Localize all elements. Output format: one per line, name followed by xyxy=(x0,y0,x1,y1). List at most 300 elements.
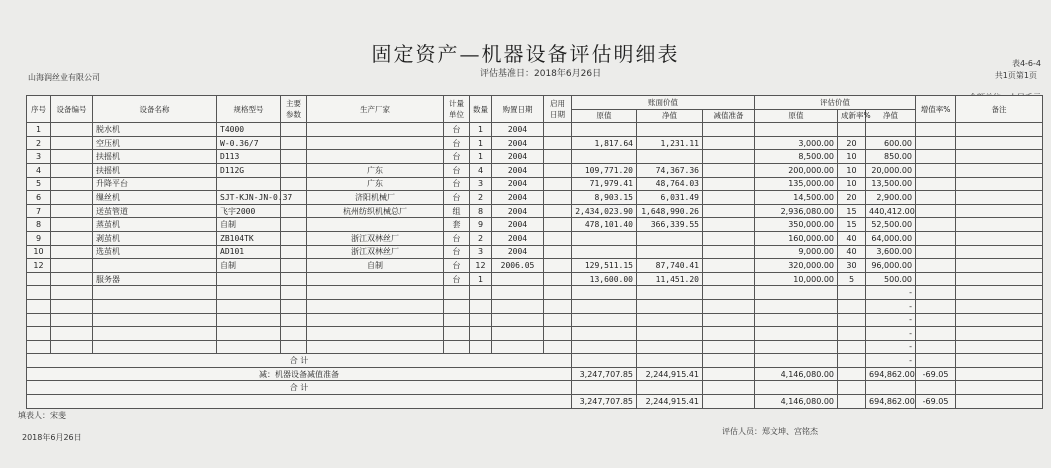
cell-eval-net: 96,000.00 xyxy=(866,259,916,273)
cell-seq xyxy=(27,286,51,300)
cell-book-orig: 71,979.41 xyxy=(572,177,637,191)
header-growth: 增值率% xyxy=(916,96,956,123)
cell-impair xyxy=(703,259,755,273)
header-book: 账面价值 xyxy=(572,96,755,110)
cell-eval-rate: 10 xyxy=(838,150,866,164)
cell-params xyxy=(281,286,307,300)
cell-start xyxy=(544,136,572,150)
summary-impair xyxy=(703,354,755,368)
cell-model xyxy=(217,299,281,313)
cell-date xyxy=(492,299,544,313)
table-code: 表4-6-4 xyxy=(1011,59,1041,68)
summary-label: 合 计 xyxy=(27,381,572,395)
cell-params xyxy=(281,272,307,286)
summary-growth xyxy=(916,381,956,395)
cell-note xyxy=(956,245,1043,259)
cell-start xyxy=(544,163,572,177)
company-name: 山海润丝业有限公司 xyxy=(28,73,100,82)
cell-model: 飞宇2000 xyxy=(217,204,281,218)
cell-impair xyxy=(703,177,755,191)
cell-model: 自制 xyxy=(217,218,281,232)
header-model: 规格型号 xyxy=(217,96,281,123)
table-row xyxy=(27,123,1043,137)
cell-maker: 浙江双林丝厂 xyxy=(307,245,444,259)
header-code: 设备编号 xyxy=(51,96,93,123)
cell-eval-orig xyxy=(755,313,838,327)
cell-code xyxy=(51,231,93,245)
summary-eval-rate xyxy=(838,395,866,409)
cell-eval-orig: 135,000.00 xyxy=(755,177,838,191)
cell-name: 扶摇机 xyxy=(93,163,217,177)
cell-eval-rate xyxy=(838,286,866,300)
cell-start xyxy=(544,123,572,137)
cell-unit: 台 xyxy=(444,150,470,164)
cell-name: 剥茧机 xyxy=(93,231,217,245)
table-row xyxy=(27,136,1043,150)
header-eval-net: 净值 xyxy=(866,109,916,123)
cell-date: 2004 xyxy=(492,218,544,232)
summary-book-orig xyxy=(572,381,637,395)
cell-growth xyxy=(916,259,956,273)
cell-note xyxy=(956,313,1043,327)
cell-book-net xyxy=(637,313,703,327)
cell-qty: 1 xyxy=(470,272,492,286)
cell-book-net xyxy=(637,231,703,245)
cell-unit: 台 xyxy=(444,123,470,137)
cell-note xyxy=(956,272,1043,286)
cell-params xyxy=(281,150,307,164)
cell-code xyxy=(51,150,93,164)
cell-maker xyxy=(307,150,444,164)
cell-impair xyxy=(703,327,755,341)
cell-eval-rate xyxy=(838,299,866,313)
cell-model: ZB104TK xyxy=(217,231,281,245)
cell-book-orig: 1,817.64 xyxy=(572,136,637,150)
cell-start xyxy=(544,204,572,218)
cell-code xyxy=(51,123,93,137)
cell-eval-net: 13,500.00 xyxy=(866,177,916,191)
header-note: 备注 xyxy=(956,96,1043,123)
cell-name xyxy=(93,299,217,313)
cell-date: 2004 xyxy=(492,150,544,164)
cell-impair xyxy=(703,218,755,232)
cell-params xyxy=(281,204,307,218)
cell-code xyxy=(51,299,93,313)
table-row xyxy=(27,177,1043,191)
cell-maker: 自制 xyxy=(307,259,444,273)
cell-seq: 10 xyxy=(27,245,51,259)
summary-row xyxy=(27,381,1043,395)
cell-eval-net: 600.00 xyxy=(866,136,916,150)
cell-code xyxy=(51,327,93,341)
cell-start xyxy=(544,231,572,245)
cell-book-orig xyxy=(572,231,637,245)
cell-date xyxy=(492,340,544,354)
cell-date: 2006.05 xyxy=(492,259,544,273)
cell-unit xyxy=(444,299,470,313)
cell-eval-rate: 20 xyxy=(838,136,866,150)
cell-growth xyxy=(916,272,956,286)
header-qty: 数量 xyxy=(470,96,492,123)
cell-book-orig: 13,600.00 xyxy=(572,272,637,286)
cell-book-net xyxy=(637,286,703,300)
cell-params xyxy=(281,163,307,177)
cell-name: 扶摇机 xyxy=(93,150,217,164)
cell-name: 蒸茧机 xyxy=(93,218,217,232)
cell-model xyxy=(217,327,281,341)
cell-start xyxy=(544,313,572,327)
cell-seq xyxy=(27,313,51,327)
cell-eval-orig: 200,000.00 xyxy=(755,163,838,177)
cell-growth xyxy=(916,163,956,177)
cell-unit xyxy=(444,286,470,300)
cell-qty: 1 xyxy=(470,123,492,137)
cell-book-orig xyxy=(572,123,637,137)
table-row xyxy=(27,163,1043,177)
cell-book-orig xyxy=(572,313,637,327)
cell-eval-rate: 20 xyxy=(838,191,866,205)
cell-note xyxy=(956,340,1043,354)
cell-eval-orig: 160,000.00 xyxy=(755,231,838,245)
summary-label: 合 计 xyxy=(27,354,572,368)
page-info: 共1页第1页 xyxy=(994,71,1037,80)
cell-growth xyxy=(916,313,956,327)
cell-start xyxy=(544,218,572,232)
cell-eval-net: - xyxy=(866,340,916,354)
cell-book-net xyxy=(637,299,703,313)
summary-eval-orig: 4,146,080.00 xyxy=(755,367,838,381)
cell-book-orig: 109,771.20 xyxy=(572,163,637,177)
cell-eval-rate: 40 xyxy=(838,231,866,245)
page-title: 固定资产—机器设备评估明细表 xyxy=(371,42,680,66)
cell-growth xyxy=(916,299,956,313)
cell-code xyxy=(51,218,93,232)
summary-growth: -69.05 xyxy=(916,367,956,381)
cell-eval-net: - xyxy=(866,286,916,300)
cell-impair xyxy=(703,150,755,164)
base-date: 评估基准日：2018年6月26日 xyxy=(480,69,602,79)
summary-note xyxy=(956,354,1043,368)
cell-impair xyxy=(703,231,755,245)
cell-eval-rate xyxy=(838,327,866,341)
cell-maker xyxy=(307,218,444,232)
cell-eval-orig xyxy=(755,286,838,300)
footer-date: 2018年6月26日 xyxy=(22,433,82,442)
cell-start xyxy=(544,177,572,191)
cell-seq xyxy=(27,327,51,341)
cell-growth xyxy=(916,218,956,232)
cell-seq: 6 xyxy=(27,191,51,205)
table-row xyxy=(27,259,1043,273)
cell-date xyxy=(492,327,544,341)
cell-qty: 3 xyxy=(470,245,492,259)
cell-book-orig: 129,511.15 xyxy=(572,259,637,273)
cell-qty xyxy=(470,327,492,341)
cell-eval-rate: 15 xyxy=(838,204,866,218)
cell-name: 脱水机 xyxy=(93,123,217,137)
cell-seq: 4 xyxy=(27,163,51,177)
cell-book-orig xyxy=(572,150,637,164)
cell-maker xyxy=(307,286,444,300)
cell-name xyxy=(93,286,217,300)
cell-book-net xyxy=(637,327,703,341)
summary-eval-net: 694,862.00 xyxy=(866,367,916,381)
cell-seq: 9 xyxy=(27,231,51,245)
cell-eval-orig xyxy=(755,123,838,137)
table-row xyxy=(27,286,1043,300)
cell-seq: 7 xyxy=(27,204,51,218)
cell-impair xyxy=(703,204,755,218)
cell-book-net: 366,339.55 xyxy=(637,218,703,232)
table-row xyxy=(27,340,1043,354)
summary-book-orig xyxy=(572,354,637,368)
summary-row xyxy=(27,395,1043,409)
cell-start xyxy=(544,259,572,273)
summary-note xyxy=(956,367,1043,381)
cell-growth xyxy=(916,204,956,218)
cell-unit: 套 xyxy=(444,218,470,232)
cell-qty: 1 xyxy=(470,136,492,150)
cell-eval-net: - xyxy=(866,327,916,341)
cell-book-net xyxy=(637,340,703,354)
cell-code xyxy=(51,245,93,259)
cell-note xyxy=(956,191,1043,205)
table-row xyxy=(27,231,1043,245)
cell-name xyxy=(93,313,217,327)
cell-eval-orig: 3,000.00 xyxy=(755,136,838,150)
cell-qty: 9 xyxy=(470,218,492,232)
cell-seq: 3 xyxy=(27,150,51,164)
cell-params xyxy=(281,327,307,341)
cell-model xyxy=(217,177,281,191)
cell-impair xyxy=(703,272,755,286)
cell-seq: 12 xyxy=(27,259,51,273)
cell-seq xyxy=(27,272,51,286)
summary-book-orig: 3,247,707.85 xyxy=(572,395,637,409)
cell-eval-net: 52,500.00 xyxy=(866,218,916,232)
summary-eval-rate xyxy=(838,354,866,368)
cell-maker xyxy=(307,136,444,150)
cell-eval-rate: 10 xyxy=(838,177,866,191)
cell-params xyxy=(281,245,307,259)
cell-start xyxy=(544,286,572,300)
cell-impair xyxy=(703,136,755,150)
cell-growth xyxy=(916,177,956,191)
summary-eval-orig xyxy=(755,354,838,368)
summary-eval-orig: 4,146,080.00 xyxy=(755,395,838,409)
cell-qty xyxy=(470,299,492,313)
cell-eval-net xyxy=(866,123,916,137)
cell-growth xyxy=(916,340,956,354)
cell-model: SJT-KJN-JN-0.37 xyxy=(217,191,281,205)
cell-eval-net: 850.00 xyxy=(866,150,916,164)
filler-label: 填表人：宋斐 xyxy=(18,411,66,420)
cell-impair xyxy=(703,245,755,259)
cell-date: 2004 xyxy=(492,177,544,191)
cell-name: 服务器 xyxy=(93,272,217,286)
cell-eval-net: 2,900.00 xyxy=(866,191,916,205)
cell-growth xyxy=(916,123,956,137)
cell-start xyxy=(544,150,572,164)
cell-start xyxy=(544,191,572,205)
summary-eval-net: 694,862.00 xyxy=(866,395,916,409)
header-eval: 评估价值 xyxy=(755,96,916,110)
cell-date: 2004 xyxy=(492,245,544,259)
cell-code xyxy=(51,204,93,218)
summary-growth xyxy=(916,354,956,368)
cell-start xyxy=(544,245,572,259)
cell-growth xyxy=(916,327,956,341)
cell-code xyxy=(51,272,93,286)
summary-growth: -69.05 xyxy=(916,395,956,409)
cell-date xyxy=(492,272,544,286)
asset-table xyxy=(26,95,1043,409)
header-eval-rate: 成新率% xyxy=(838,109,866,123)
cell-note xyxy=(956,218,1043,232)
cell-eval-orig: 320,000.00 xyxy=(755,259,838,273)
cell-book-net: 48,764.03 xyxy=(637,177,703,191)
cell-growth xyxy=(916,231,956,245)
cell-qty: 2 xyxy=(470,191,492,205)
appraiser-label: 评估人员：郑文坤、宫铭杰 xyxy=(722,427,818,436)
cell-eval-orig xyxy=(755,340,838,354)
header-params: 主要参数 xyxy=(281,96,307,123)
summary-label: 减：机器设备减值准备 xyxy=(27,367,572,381)
cell-impair xyxy=(703,313,755,327)
cell-maker: 广东 xyxy=(307,177,444,191)
cell-growth xyxy=(916,150,956,164)
cell-impair xyxy=(703,163,755,177)
cell-note xyxy=(956,299,1043,313)
cell-start xyxy=(544,327,572,341)
cell-book-net: 87,740.41 xyxy=(637,259,703,273)
cell-eval-net: 64,000.00 xyxy=(866,231,916,245)
cell-params xyxy=(281,123,307,137)
cell-book-net: 6,031.49 xyxy=(637,191,703,205)
cell-maker xyxy=(307,313,444,327)
cell-name: 升降平台 xyxy=(93,177,217,191)
cell-unit: 组 xyxy=(444,204,470,218)
cell-model xyxy=(217,286,281,300)
cell-model: W-0.36/7 xyxy=(217,136,281,150)
cell-qty: 3 xyxy=(470,177,492,191)
summary-row xyxy=(27,367,1043,381)
cell-eval-net: 440,412.00 xyxy=(866,204,916,218)
cell-qty: 4 xyxy=(470,163,492,177)
cell-name xyxy=(93,259,217,273)
cell-unit: 台 xyxy=(444,163,470,177)
cell-book-orig xyxy=(572,299,637,313)
cell-model: D112G xyxy=(217,163,281,177)
cell-growth xyxy=(916,191,956,205)
cell-model: D113 xyxy=(217,150,281,164)
table-row xyxy=(27,327,1043,341)
cell-eval-net: 500.00 xyxy=(866,272,916,286)
cell-book-net: 1,648,990.26 xyxy=(637,204,703,218)
cell-maker: 浙江双林丝厂 xyxy=(307,231,444,245)
cell-date: 2004 xyxy=(492,231,544,245)
cell-unit: 台 xyxy=(444,245,470,259)
cell-note xyxy=(956,177,1043,191)
header-book-net: 净值 xyxy=(637,109,703,123)
table-row xyxy=(27,272,1043,286)
cell-unit: 台 xyxy=(444,177,470,191)
cell-book-orig: 8,903.15 xyxy=(572,191,637,205)
cell-eval-rate: 10 xyxy=(838,163,866,177)
cell-eval-rate xyxy=(838,340,866,354)
cell-params xyxy=(281,177,307,191)
cell-start xyxy=(544,299,572,313)
cell-eval-orig: 2,936,080.00 xyxy=(755,204,838,218)
cell-book-net: 74,367.36 xyxy=(637,163,703,177)
cell-book-net xyxy=(637,245,703,259)
cell-growth xyxy=(916,245,956,259)
cell-model xyxy=(217,272,281,286)
cell-eval-rate: 40 xyxy=(838,245,866,259)
cell-date xyxy=(492,313,544,327)
cell-unit xyxy=(444,340,470,354)
cell-qty: 1 xyxy=(470,150,492,164)
cell-unit: 台 xyxy=(444,231,470,245)
header-start: 启用日期 xyxy=(544,96,572,123)
cell-book-net: 1,231.11 xyxy=(637,136,703,150)
cell-model: T4000 xyxy=(217,123,281,137)
cell-eval-rate: 15 xyxy=(838,218,866,232)
cell-unit: 台 xyxy=(444,259,470,273)
cell-params xyxy=(281,136,307,150)
cell-model xyxy=(217,313,281,327)
cell-code xyxy=(51,313,93,327)
header-date: 购置日期 xyxy=(492,96,544,123)
header-name: 设备名称 xyxy=(93,96,217,123)
cell-book-net xyxy=(637,123,703,137)
cell-model: AD101 xyxy=(217,245,281,259)
cell-params xyxy=(281,218,307,232)
cell-model: 自制 xyxy=(217,259,281,273)
cell-eval-rate: 5 xyxy=(838,272,866,286)
cell-book-orig xyxy=(572,286,637,300)
cell-impair xyxy=(703,286,755,300)
cell-eval-net: - xyxy=(866,299,916,313)
summary-book-net xyxy=(637,381,703,395)
table-row xyxy=(27,245,1043,259)
cell-unit: 台 xyxy=(444,136,470,150)
cell-maker: 济阳机械厂 xyxy=(307,191,444,205)
cell-eval-orig: 9,000.00 xyxy=(755,245,838,259)
cell-unit xyxy=(444,313,470,327)
summary-eval-rate xyxy=(838,381,866,395)
cell-eval-orig: 350,000.00 xyxy=(755,218,838,232)
summary-eval-rate xyxy=(838,367,866,381)
cell-eval-orig: 14,500.00 xyxy=(755,191,838,205)
cell-note xyxy=(956,136,1043,150)
cell-book-net: 11,451.20 xyxy=(637,272,703,286)
cell-unit: 台 xyxy=(444,272,470,286)
table-body xyxy=(27,123,1043,408)
cell-name: 空压机 xyxy=(93,136,217,150)
cell-impair xyxy=(703,123,755,137)
cell-maker xyxy=(307,299,444,313)
cell-maker: 广东 xyxy=(307,163,444,177)
table-row xyxy=(27,204,1043,218)
header-seq: 序号 xyxy=(27,96,51,123)
cell-code xyxy=(51,286,93,300)
cell-eval-orig xyxy=(755,299,838,313)
cell-impair xyxy=(703,191,755,205)
cell-seq xyxy=(27,299,51,313)
cell-book-orig: 478,101.40 xyxy=(572,218,637,232)
cell-date: 2004 xyxy=(492,191,544,205)
